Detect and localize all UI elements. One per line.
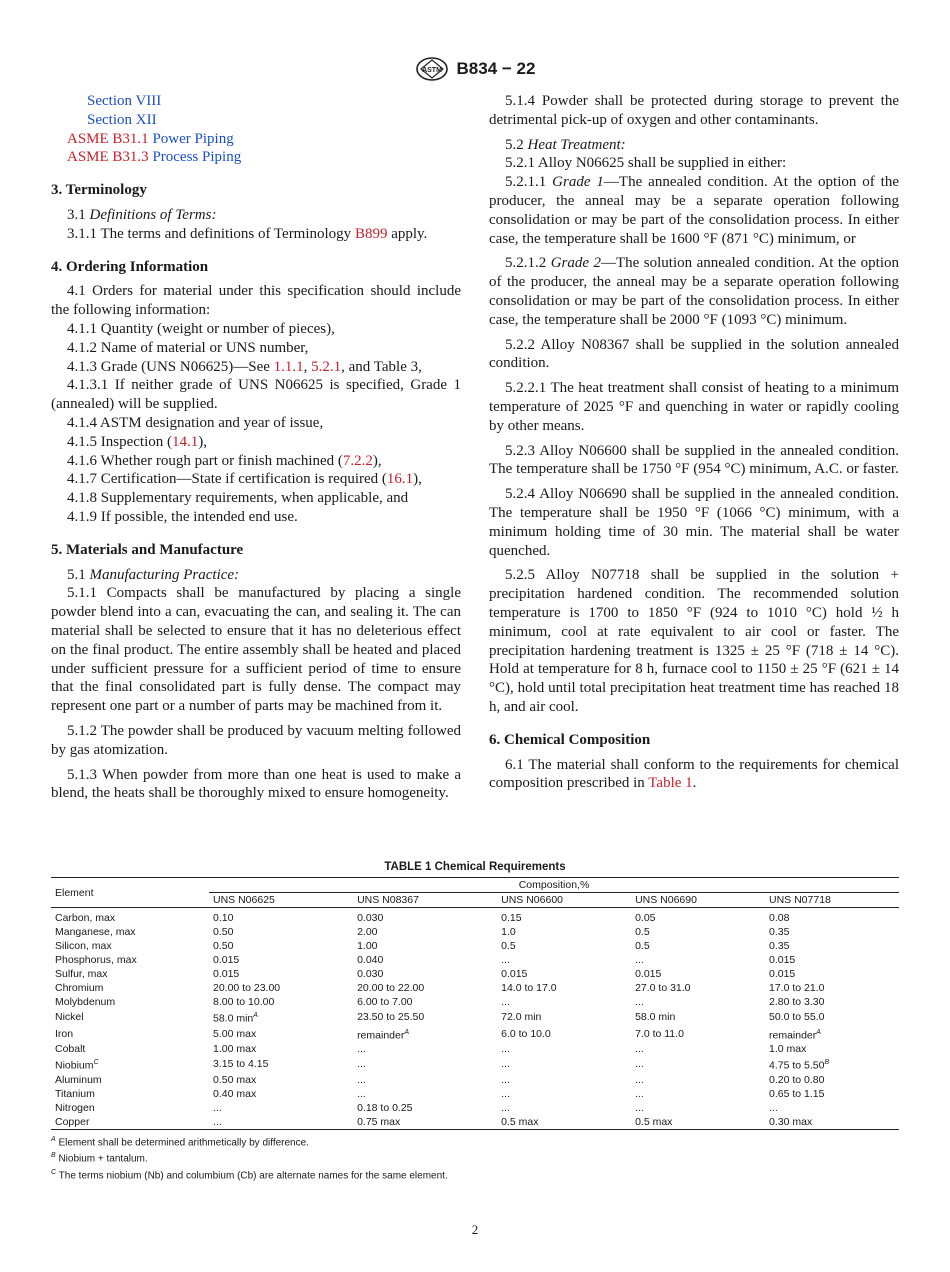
value-cell: ... xyxy=(635,954,644,966)
footnote-mark: C xyxy=(93,1059,99,1066)
value-cell: 0.40 max xyxy=(213,1087,257,1100)
paragraph: 5.2.2.1 The heat treatment shall consist of heating to a minimum temperature of 2025 °F and quenching in water or rapidly cooling by other means. xyxy=(489,380,899,434)
paragraph: 5.1.4 Powder shall be protected during storage to prevent the detrimental pick-up of oxygen and other contaminants. xyxy=(489,93,899,128)
table-row xyxy=(51,1073,899,1087)
value-cell: 0.65 to 1.15 xyxy=(769,1087,825,1100)
value-cell: 1.00 max xyxy=(213,1043,257,1055)
right-column xyxy=(489,92,899,793)
paragraph: 5.2 Heat Treatment: xyxy=(505,136,626,153)
value-cell: ... xyxy=(501,1087,510,1100)
paragraph: 4.1.1 Quantity (weight or number of pieces), xyxy=(67,320,335,337)
value-cell: ... xyxy=(501,954,510,966)
column-header-composition: Composition,% xyxy=(209,878,899,893)
value-cell: 0.5 xyxy=(501,940,516,952)
paragraph: 5.2.3 Alloy N06600 shall be supplied in the annealed condition. The temperature shall be 1750 °F (954 °C) minimum, A.C. or faster. xyxy=(489,442,899,478)
paragraph: 5.1.2 The powder shall be produced by vacuum melting followed by gas atomization. xyxy=(51,722,461,758)
paragraph: 5.2.5 Alloy N07718 shall be supplied in the solution + precipitation hardened condition. The recommended solution temperature is 1700 to 1850 °F (924 to 1010 °C) hold ½ h minimum, cool at rate equivalent to air cool or faster. The precipitation hardening treatment is 1325 ± 25 °F (718 ± 14 °C). Hold at temperature for 8 h, furnace cool to 1150 ± 25 °F (621 ± 14 °C), hold until total precipitation heat treatment time has reached 18 h, and air cool. xyxy=(489,567,899,715)
value-cell: 0.75 max xyxy=(353,1115,497,1130)
value-cell: ... xyxy=(213,1101,222,1114)
table-row xyxy=(51,1042,899,1056)
value-cell: 20.00 to 22.00 xyxy=(357,982,425,994)
table-title: TABLE 1 Chemical Requirements xyxy=(384,861,566,873)
cross-ref-link[interactable]: B899 xyxy=(354,225,388,242)
astm-logo-icon xyxy=(415,56,449,82)
column-header: UNS N08367 xyxy=(353,893,497,908)
value-cell: 50.0 to 55.0 xyxy=(769,1011,825,1024)
value-cell: 0.08 xyxy=(769,912,790,924)
element-cell: Nitrogen xyxy=(55,1101,95,1114)
section-heading: 5. Materials and Manufacture xyxy=(51,541,244,558)
value-cell: 0.35 xyxy=(769,940,790,952)
element-cell: Manganese, max xyxy=(55,926,136,938)
chemical-requirements-table xyxy=(51,861,899,1183)
value-cell: 1.0 max xyxy=(769,1043,807,1055)
cross-ref-link[interactable]: 14.1 xyxy=(171,433,199,450)
paragraph: 5.1 Manufacturing Practice: xyxy=(67,566,240,583)
value-cell: 5.00 max xyxy=(213,1027,257,1040)
element-cell: Copper xyxy=(51,1115,209,1130)
table-row xyxy=(51,981,899,995)
section-heading: 4. Ordering Information xyxy=(51,258,209,275)
paragraph: 5.2.1.1 Grade 1—The annealed condition. At the option of the producer, the anneal may be a separate operation following consolidation or may be part of the consolidation process. In either case, the temperature shall be 1600 °F (871 °C) minimum, or xyxy=(489,174,900,247)
value-cell: ... xyxy=(501,1101,510,1114)
element-cell: Aluminum xyxy=(55,1073,102,1086)
column-header: UNS N06600 xyxy=(497,893,631,908)
paragraph: 5.1.3 When powder from more than one heat is used to make a blend, the heats shall be thoroughly mixed to ensure homogeneity. xyxy=(51,766,461,802)
value-cell: 58.0 $\min^A$ xyxy=(213,1012,258,1025)
reference-line xyxy=(51,130,461,149)
paragraph: 5.1.1 Compacts shall be manufactured by placing a single powder blend into a can, evacuating the can, and sealing it. The can material shall be selected to ensure that it has no deleterious effect on the final product. The entire assembly shall be heated and placed under sufficient pressure for a sufficient period of time to ensure that the final consolidated part is fully dense. The compact may represent one part or a number of parts may be machined from it. xyxy=(51,585,461,715)
paragraph: 4.1.3 Grade (UNS N06625)—See 1.1.1, 5.2.1, and Table 3, xyxy=(67,358,422,375)
cross-ref-link[interactable]: 1.1.1 xyxy=(273,358,304,375)
table-row xyxy=(51,1056,899,1073)
table xyxy=(51,877,899,1130)
reference-link[interactable]: ASME B31.3 xyxy=(67,149,149,166)
footnote: $^B$ Niobium + tantalum. xyxy=(51,1152,148,1165)
table-row xyxy=(51,939,899,953)
cross-ref-link[interactable]: 7.2.2 xyxy=(342,452,373,469)
footnote-mark: A xyxy=(404,1028,410,1036)
reference-link[interactable]: Power Piping xyxy=(152,130,234,147)
value-cell: 0.015 xyxy=(635,968,662,980)
value-cell: 0.10 xyxy=(213,912,234,924)
paragraph: 4.1.9 If possible, the intended end use. xyxy=(67,508,298,525)
table-row xyxy=(51,1009,899,1026)
value-cell: 1.00 xyxy=(357,940,378,952)
element-cell: Titanium xyxy=(55,1087,95,1100)
value-cell: 6.00 to 7.00 xyxy=(357,996,413,1008)
paragraph: 3.1.1 The terms and definitions of Terminology B899 apply. xyxy=(67,225,428,242)
value-cell: 72.0 min xyxy=(501,1011,542,1024)
table-footnotes xyxy=(51,1133,899,1183)
paragraph: 4.1.3.1 If neither grade of UNS N06625 is specified, Grade 1 (annealed) will be supplied. xyxy=(51,377,461,413)
value-cell: 14.0 to 17.0 xyxy=(501,982,557,994)
paragraph: 3.1 Definitions of Terms: xyxy=(67,206,217,223)
value-cell: ... xyxy=(635,1073,644,1086)
value-cell: ... xyxy=(635,1043,644,1055)
cross-ref-link[interactable]: 16.1 xyxy=(386,471,414,488)
cross-ref-link[interactable]: Table 1 xyxy=(648,775,693,792)
element-cell: Niobium$^C$ xyxy=(55,1059,99,1072)
value-cell: 20.00 to 23.00 xyxy=(213,982,281,994)
paragraph: 5.2.1.2 Grade 2—The solution annealed condition. At the option of the producer, the anneal may be a separate operation following consolidation or may be part of the consolidation process. In either case, the temperature shall be 2000 °F (1093 °C) minimum. xyxy=(489,255,900,328)
element-cell: Nickel xyxy=(55,1011,84,1024)
column-header: UNS N06690 xyxy=(631,893,765,908)
value-cell: ... xyxy=(635,1058,644,1071)
cross-ref-link[interactable]: 5.2.1 xyxy=(311,358,342,375)
paragraph: 4.1.4 ASTM designation and year of issue, xyxy=(67,414,324,431)
value-cell: 0.05 xyxy=(635,912,656,924)
value-cell: ... xyxy=(357,1043,366,1055)
value-cell: 2.80 to 3.30 xyxy=(769,996,825,1008)
value-cell: 0.15 xyxy=(501,912,522,924)
footnote-mark: B xyxy=(824,1059,830,1066)
reference-link[interactable]: Process Piping xyxy=(152,149,242,166)
value-cell: ... xyxy=(357,1058,366,1071)
value-cell: remainder$^A$ xyxy=(769,1028,821,1041)
value-cell: ... xyxy=(501,1073,510,1086)
paragraph: 5.2.1 Alloy N06625 shall be supplied in either: xyxy=(505,155,787,172)
svg-text:ASTM: ASTM xyxy=(421,67,442,74)
element-cell: Carbon, max xyxy=(55,912,116,924)
element-cell: Chromium xyxy=(55,982,104,994)
table-row xyxy=(51,1087,899,1101)
value-cell: 0.5 max xyxy=(497,1115,631,1130)
column-header: UNS N07718 xyxy=(765,893,899,908)
left-column xyxy=(51,92,461,803)
paragraph: 5.2.4 Alloy N06690 shall be supplied in the annealed condition. The temperature shall be 1950 °F (1066 °C) minimum, with a minimum holding time of 30 min. The material shall be water quenched. xyxy=(489,486,899,559)
value-cell: 0.015 xyxy=(769,954,796,966)
value-cell: 0.015 xyxy=(213,954,240,966)
value-cell: 0.35 xyxy=(769,926,790,938)
reference-link[interactable]: Section VIII xyxy=(87,93,162,109)
value-cell: 0.5 xyxy=(635,926,650,938)
value-cell: 0.20 to 0.80 xyxy=(769,1073,825,1086)
value-cell: ... xyxy=(635,1087,644,1100)
value-cell: 0.30 max xyxy=(765,1115,899,1130)
value-cell: 0.5 max xyxy=(631,1115,765,1130)
value-cell: 58.0 min xyxy=(635,1011,676,1024)
value-cell: ... xyxy=(501,1058,510,1071)
value-cell: ... xyxy=(501,1043,510,1055)
value-cell: ... xyxy=(501,996,510,1008)
element-cell: Phosphorus, max xyxy=(55,954,137,966)
value-cell: 0.040 xyxy=(357,954,384,966)
table-row xyxy=(51,953,899,967)
value-cell: 0.5 xyxy=(635,940,650,952)
value-cell: ... xyxy=(635,996,644,1008)
paragraph: 4.1.6 Whether rough part or finish machined (7.2.2), xyxy=(67,452,382,469)
paragraph: 4.1.2 Name of material or UNS number, xyxy=(67,339,309,356)
value-cell: 0.50 max xyxy=(213,1073,257,1086)
element-cell: Sulfur, max xyxy=(55,968,108,980)
paragraph: 4.1 Orders for material under this specification should include the following information: xyxy=(51,283,461,319)
footnote: $^C$ The terms niobium (Nb) and columbium (Cb) are alternate names for the same element. xyxy=(51,1169,448,1182)
value-cell: ... xyxy=(209,1115,353,1130)
value-cell: ... xyxy=(635,1101,644,1114)
value-cell: 23.50 to 25.50 xyxy=(357,1011,425,1024)
section-heading: 3. Terminology xyxy=(51,182,147,199)
table-row xyxy=(51,967,899,981)
table-row xyxy=(51,1115,899,1130)
value-cell: 3.15 to 4.15 xyxy=(213,1058,269,1071)
table-row xyxy=(51,908,899,926)
page-number: 2 xyxy=(471,1222,479,1237)
paragraph: 5.2.2 Alloy N08367 shall be supplied in the solution annealed condition. xyxy=(489,336,899,372)
table-row xyxy=(51,1101,899,1115)
value-cell: 0.030 xyxy=(357,912,384,924)
value-cell: ... xyxy=(357,1087,366,1100)
table-row xyxy=(51,995,899,1009)
value-cell: 0.015 xyxy=(501,968,528,980)
column-header: UNS N06625 xyxy=(209,893,353,908)
reference-link[interactable]: ASME B31.1 xyxy=(67,130,149,147)
element-cell: Cobalt xyxy=(55,1043,86,1055)
value-cell: remainder$^A$ xyxy=(357,1028,410,1041)
paragraph: 6.1 The material shall conform to the requirements for chemical composition prescribed in Table 1. xyxy=(489,756,899,792)
table-row xyxy=(51,1026,899,1043)
value-cell: 4.75 to $5.50^B$ xyxy=(769,1059,830,1072)
value-cell: 0.50 xyxy=(213,940,234,952)
value-cell: ... xyxy=(769,1101,778,1114)
value-cell: 0.18 to 0.25 xyxy=(357,1101,413,1114)
element-cell: Silicon, max xyxy=(55,940,112,952)
element-cell: Molybdenum xyxy=(55,996,116,1008)
value-cell: 0.015 xyxy=(769,968,796,980)
value-cell: 6.0 to 10.0 xyxy=(501,1027,551,1040)
value-cell: 0.015 xyxy=(213,968,240,980)
value-cell: 17.0 to 21.0 xyxy=(769,982,825,994)
table-row xyxy=(51,925,899,939)
footnote-mark: A xyxy=(816,1028,821,1036)
paragraph: 4.1.7 Certification—State if certification is required (16.1), xyxy=(67,471,422,488)
document-id: B834 − 22 xyxy=(456,59,536,78)
paragraph: 4.1.5 Inspection (14.1), xyxy=(67,433,207,450)
value-cell: 1.0 xyxy=(501,926,516,938)
value-cell: 0.50 xyxy=(213,926,234,938)
column-header-element: Element xyxy=(51,878,209,908)
section-heading: 6. Chemical Composition xyxy=(489,731,651,748)
footnote-mark: A xyxy=(253,1012,258,1019)
value-cell: 8.00 to 10.00 xyxy=(213,996,275,1008)
reference-line xyxy=(51,148,461,167)
value-cell: 27.0 to 31.0 xyxy=(635,982,691,994)
element-cell: Iron xyxy=(55,1027,74,1040)
page-header xyxy=(0,56,950,82)
footnote: $^A$ Element shall be determined arithmetically by difference. xyxy=(51,1135,309,1148)
value-cell: ... xyxy=(357,1073,366,1086)
paragraph: 4.1.8 Supplementary requirements, when applicable, and xyxy=(67,490,409,507)
value-cell: 0.030 xyxy=(357,968,384,980)
value-cell: 7.0 to 11.0 xyxy=(635,1027,684,1040)
value-cell: 2.00 xyxy=(357,926,378,938)
reference-link[interactable]: Section XII xyxy=(87,111,157,128)
